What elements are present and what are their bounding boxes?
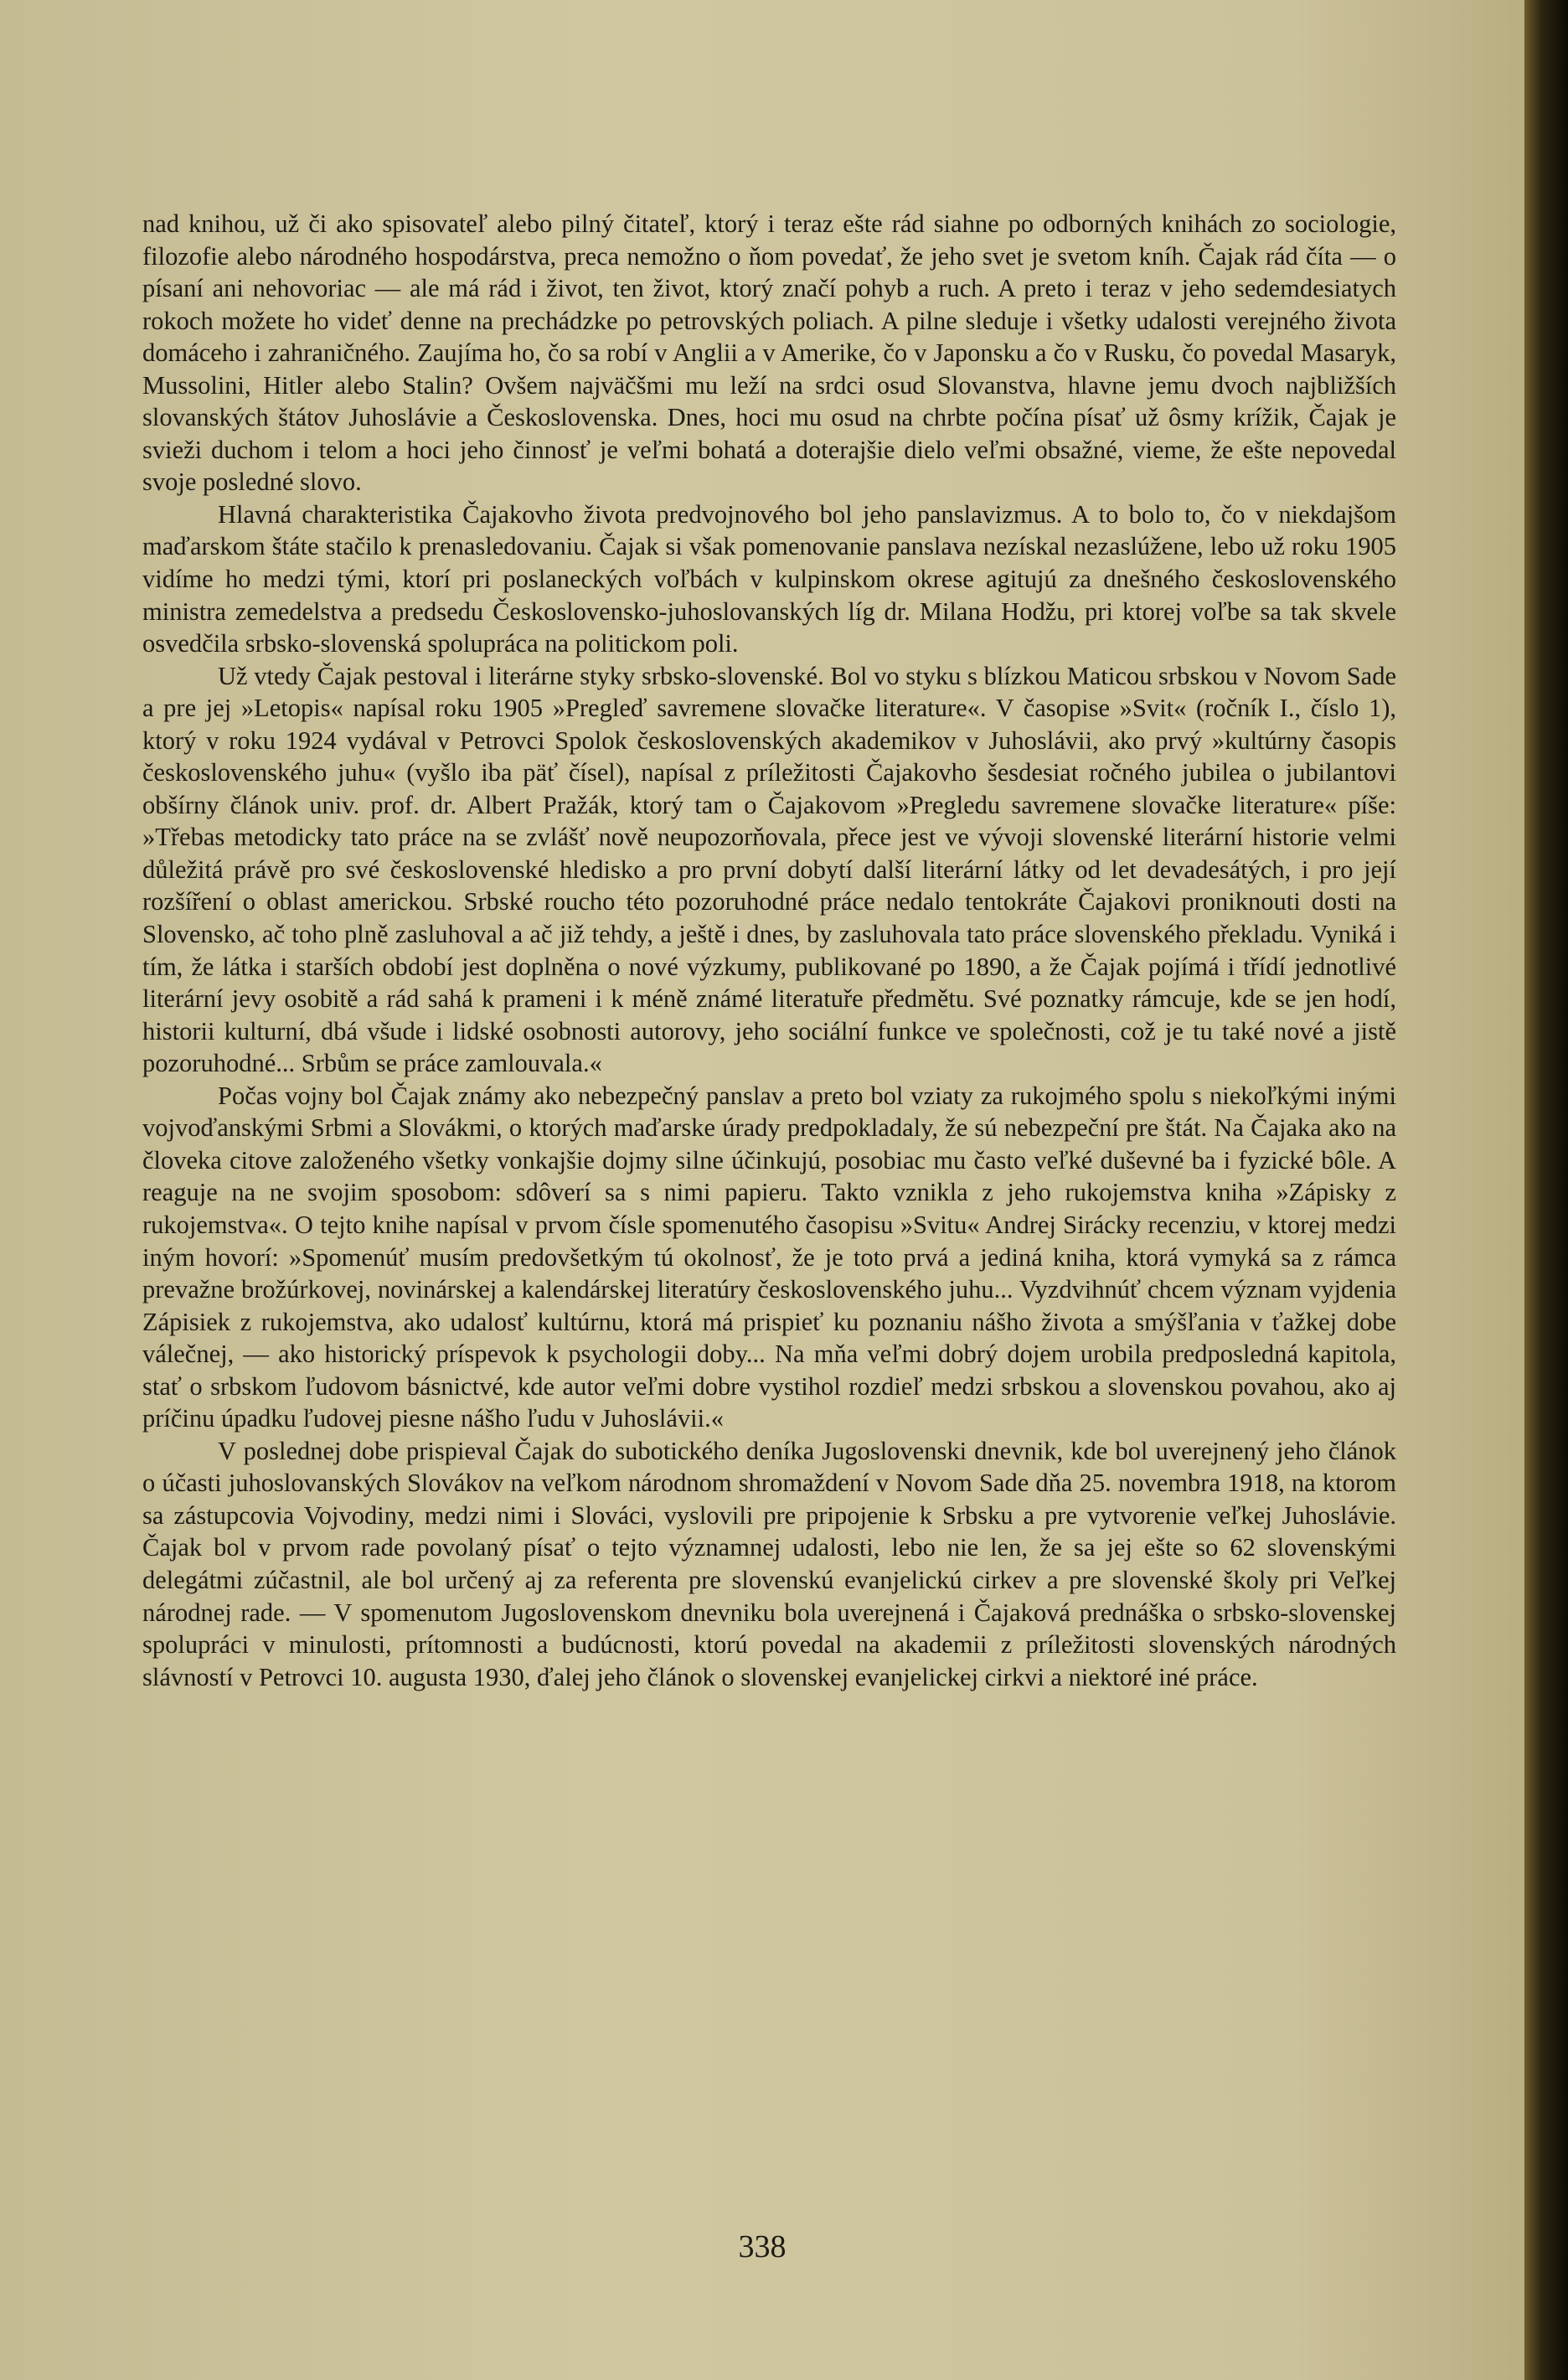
- paragraph-3: Už vtedy Čajak pestoval i literárne styky srbsko-slovenské. Bol vo styku s blízkou Maticou srbskou v Novom Sade a pre jej »Letopis« napísal roku 1905 »Pregleď savremene slovačke literature«. V časopise »Svit« (ročník I., číslo 1), ktorý v roku 1924 vydával v Petrovci Spolok československých akademikov v Juhoslávii, ako prvý »kultúrny časopis československého juhu« (vyšlo iba päť čísel), napísal z príležitosti Čajakovho šesdesiat ročného jubilea o jubilantovi obšírny článok univ. prof. dr. Albert Pražák, ktorý tam o Čajakovom »Pregledu savremene slovačke literature« píše: »Třebas metodicky tato práce na se zvlášť nově neupozorňovala, přece jest ve vývoji slovenské literární historie velmi důležitá právě pro své československé hledisko a pro první dobytí další literární látky od let devadesátých, i pro její rozšíření o oblast americkou. Srbské roucho této pozoruhodné práce nedalo tentokráte Čajakovi proniknouti dosti na Slovensko, ač toho plně zasluhoval a ač již tehdy, a ještě i dnes, by zasluhovala tato práce slovenského překladu. Vyniká i tím, že látka i starších období jest doplněna o nové výzkumy, publikované po 1890, a že Čajak pojímá i třídí jednotlivé literární jevy osobitě a rád sahá k prameni i k méně známé literatuře předmětu. Své poznatky rámcuje, kde se jen hodí, historii kulturní, dbá všude i lidské osobnosti autorovy, jeho sociální funkce ve společnosti, což je tu také nové a jistě pozoruhodné... Srbům se práce zamlouvala.«: [142, 661, 1396, 1078]
- page-number: 338: [738, 2229, 787, 2264]
- paragraph-1: nad knihou, už či ako spisovateľ alebo pilný čitateľ, ktorý i teraz ešte rád siahne po odborných knihách zo sociologie, filozofie alebo národného hospodárstva, preca nemožno o ňom povedať, že jeho svet je svetom kníh. Čajak rád číta — o písaní ani nehovoriac — ale má rád i život, ten život, ktorý značí pohyb a ruch. A preto i teraz v jeho sedemdesiatych rokoch možete ho videť denne na prechádzke po petrovských poliach. A pilne sleduje i všetky udalosti verejného života domáceho i zahraničného. Zaujíma ho, čo sa robí v Anglii a v Amerike, čo v Japonsku a čo v Rusku, čo povedal Masaryk, Mussolini, Hitler alebo Stalin? Ovšem najväčšmi mu leží na srdci osud Slovanstva, hlavne jemu dvoch najbližších slovanských štátov Juhoslávie a Československa. Dnes, hoci mu osud na chrbte počína písať už ôsmy krížik, Čajak je svieži duchom i telom a hoci jeho činnosť je veľmi bohatá a doterajšie dielo veľmi obsažné, vieme, že ešte nepovedal svoje posledné slovo.: [142, 209, 1396, 497]
- book-spine: [1524, 0, 1568, 2380]
- paragraph-2: Hlavná charakteristika Čajakovho života predvojnového bol jeho panslavizmus. A to bolo to, čo v niekdajšom maďarskom štáte stačilo k prenasledovaniu. Čajak si však pomenovanie panslava nezískal nezaslúžene, lebo už roku 1905 vidíme ho medzi tými, ktorí pri poslaneckých voľbách v kulpinskom okrese agitujú za dnešného československého ministra zemedelstva a predsedu Československo-juhoslovanských líg dr. Milana Hodžu, pri ktorej voľbe sa tak skvele osvedčila srbsko-slovenská spolupráca na politickom poli.: [142, 499, 1396, 658]
- paragraph-4: Počas vojny bol Čajak známy ako nebezpečný panslav a preto bol vziaty za rukojmého spolu s niekoľkými inými vojvoďanskými Srbmi a Slovákmi, o ktorých maďarske úrady predpokladaly, že sú nebezpeční pre štát. Na Čajaka ako na človeka citove založeného všetky vonkajšie dojmy silne účinkujú, posobiac mu často veľké duševné ba i fyzické bôle. A reaguje na ne svojim sposobom: sdôverí sa s nimi papieru. Takto vznikla z jeho rukojemstva kniha »Zápisky z rukojemstva«. O tejto knihe napísal v prvom čísle spomenutého časopisu »Svitu« Andrej Sirácky recenziu, v ktorej medzi iným hovorí: »Spomenúť musím predovšetkým tú okolnosť, že je toto prvá a jediná kniha, ktorá vymyká sa z rámca prevažne brožúrkovej, novinárskej a kalendárskej literatúry československého juhu... Vyzdvihnúť chcem význam vyjdenia Zápisiek z rukojemstva, ako udalosť kultúrnu, ktorá má prispieť ku poznaniu nášho života a smýšľania v ťažkej dobe válečnej, — ako historický príspevok k psychologii doby... Na mňa veľmi dobrý dojem urobila predposledná kapitola, stať o srbskom ľudovom básnictvé, kde autor veľmi dobre vystihol rozdieľ medzi srbskou a slovenskou povahou, ako aj príčinu úpadku ľudovej piesne nášho ľudu v Juhoslávii.«: [142, 1081, 1396, 1433]
- body-text: [142, 208, 1396, 1693]
- paragraph-5: V poslednej dobe prispieval Čajak do subotického deníka Jugoslovenski dnevnik, kde bol uverejnený jeho článok o účasti juhoslovanských Slovákov na veľkom národnom shromaždení v Novom Sade dňa 25. novembra 1918, na ktorom sa zástupcovia Vojvodiny, medzi nimi i Slováci, vyslovili pre pripojenie k Srbsku a pre vytvorenie veľkej Juhoslávie. Čajak bol v prvom rade povolaný písať o tejto významnej udalosti, lebo nie len, že sa jej ešte so 62 slovenskými delegátmi zúčastnil, ale bol určený aj za referenta pre slovenskú evanjelickú cirkev a pre slovenské školy pri Veľkej národnej rade. — V spomenutom Jugoslovenskom dnevniku bola uverejnená i Čajaková prednáška o srbsko-slovenskej spolupráci v minulosti, prítomnosti a budúcnosti, ktorú povedal na akademii z príležitosti slovenských národných slávností v Petrovci 10. augusta 1930, ďalej jeho článok o slovenskej evanjelickej cirkvi a niektoré iné práce.: [142, 1436, 1396, 1691]
